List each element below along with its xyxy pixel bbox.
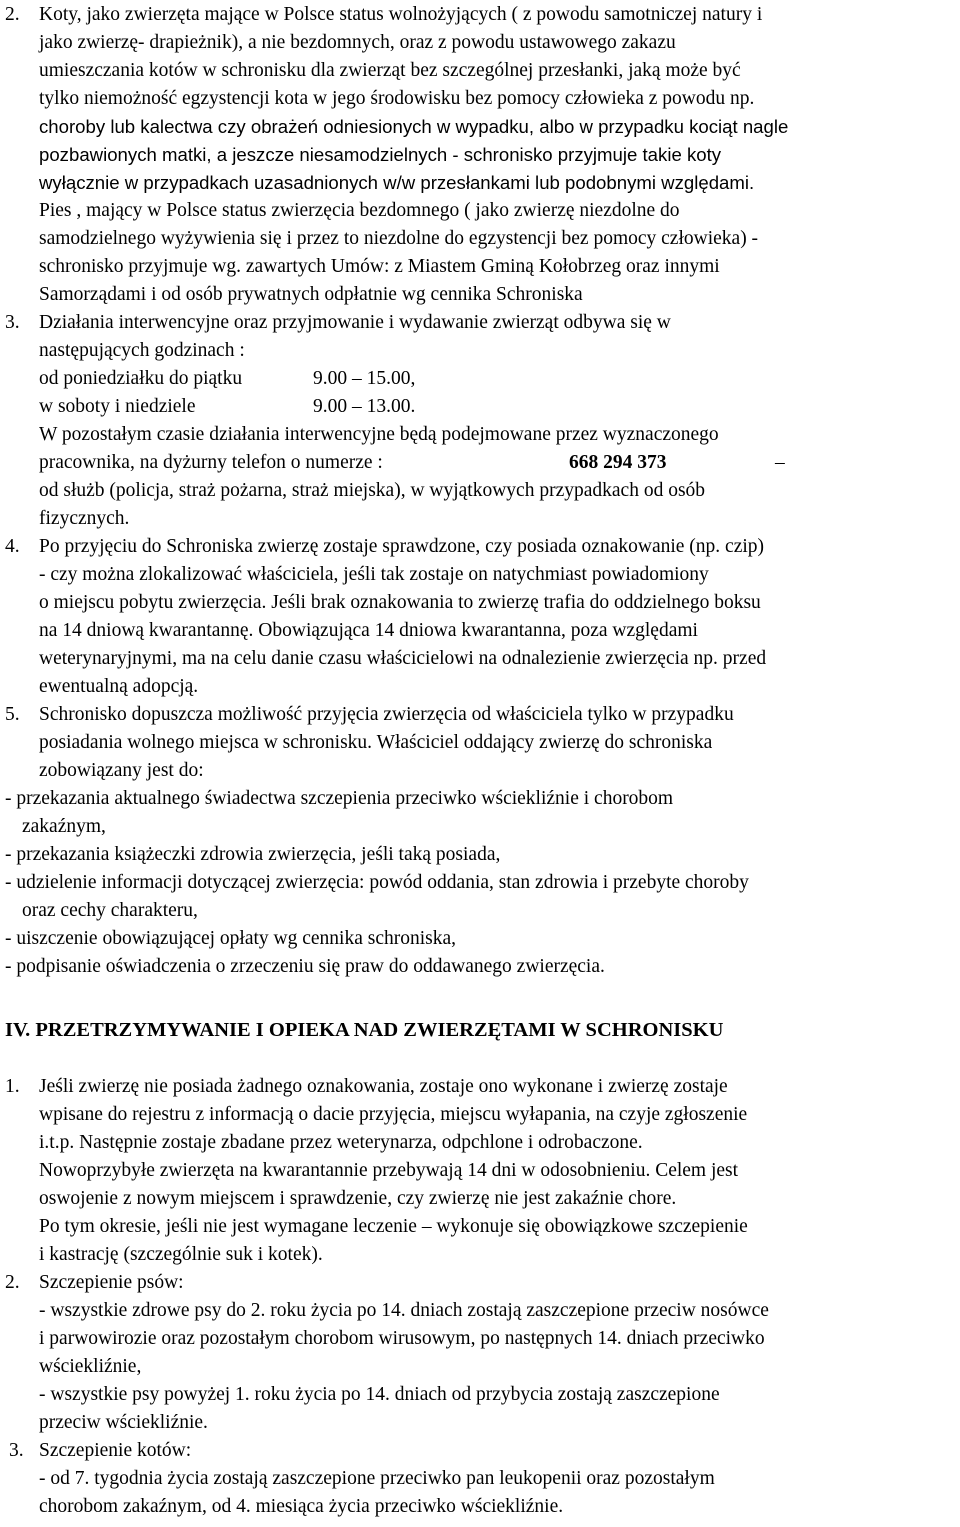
hours-weekdays: [39, 365, 739, 393]
p3-intro-line-1: Działania interwencyjne oraz przyjmowanie i wydawanie zwierząt odbywa się w: [39, 312, 671, 333]
item-number-3: 3.: [5, 312, 20, 333]
s2-line-2: - wszystkie zdrowe psy do 2. roku życia po 14. dniach zostają zaszczepione przeciw nosówce: [39, 1300, 769, 1321]
p4-line-6: ewentualną adopcją.: [39, 676, 199, 697]
bullet-3: - udzielenie informacji dotyczącej zwierzęcia: powód oddania, stan zdrowia i przebyte choroby: [5, 872, 749, 893]
s2-line-5: - wszystkie psy powyżej 1. roku życia po 14. dniach od przybycia zostają zaszczepione: [39, 1384, 720, 1405]
s1-line-4: Nowoprzybyłe zwierzęta na kwarantannie przebywają 14 dni w odosobnieniu. Celem jest: [39, 1160, 739, 1181]
s1-line-2: wpisane do rejestru z informacją o dacie przyjęcia, miejscu wyłapania, na czyje zgłoszenie: [39, 1104, 748, 1125]
hours-weekend-time: 9.00 – 13.00.: [313, 396, 416, 417]
s2-line-3: i parwowirozie oraz pozostałym chorobom wirusowym, po następnych 14. dniach przeciwko: [39, 1328, 765, 1349]
hours-weekend: [39, 393, 739, 421]
p3-rest-line-2: fizycznych.: [39, 508, 130, 529]
p2-line-4: tylko niemożność egzystencji kota w jego środowisku bez pomocy człowieka z powodu np.: [39, 88, 755, 109]
s1-line-6: Po tym okresie, jeśli nie jest wymagane leczenie – wykonuje się obowiązkowe szczepienie: [39, 1216, 748, 1237]
bullet-4: - uiszczenie obowiązującej opłaty wg cennika schroniska,: [5, 928, 457, 949]
p3-rest-line-1: od służb (policja, straż pożarna, straż miejska), w wyjątkowych przypadkach od osób: [39, 480, 706, 501]
p2-line-5: choroby lub kalectwa czy obrażeń odniesionych w wypadku, albo w przypadku kociąt nagle: [39, 116, 789, 137]
phone-row: [39, 449, 839, 477]
p3-duty-line-1: W pozostałym czasie działania interwencyjne będą podejmowane przez wyznaczonego: [39, 424, 719, 445]
p4-line-5: weterynaryjnymi, ma na celu danie czasu właścicielowi na odnalezienie zwierzęcia np. przed: [39, 648, 767, 669]
bullet-2: - przekazania książeczki zdrowia zwierzęcia, jeśli taką posiada,: [5, 844, 501, 865]
item-number-5: 5.: [5, 704, 20, 725]
s3-line-3: chorobom zakaźnym, od 4. miesiąca życia przeciwko wściekliźnie.: [39, 1496, 564, 1517]
p2-line-8: Pies , mający w Polsce status zwierzęcia bezdomnego ( jako zwierzę niezdolne do: [39, 200, 680, 221]
bullet-5: - podpisanie oświadczenia o zrzeczeniu się praw do oddawanego zwierzęcia.: [5, 956, 605, 977]
p5-line-3: zobowiązany jest do:: [39, 760, 204, 781]
phone-dash: –: [775, 452, 785, 473]
p2-line-1: Koty, jako zwierzęta mające w Polsce status wolnożyjących ( z powodu samotniczej natury i: [39, 4, 763, 25]
p2-line-6: pozbawionych matki, a jeszcze niesamodzielnych - schronisko przyjmuje takie koty: [39, 144, 722, 165]
p2-line-9: samodzielnego wyżywienia się i przez to niezdolne do egzystencji bez pomocy człowieka) -: [39, 228, 759, 249]
duty-phone-number: 668 294 373: [569, 452, 667, 473]
p5-line-2: posiadania wolnego miejsca w schronisku. Właściciel oddający zwierzę do schroniska: [39, 732, 713, 753]
p5-line-1: Schronisko dopuszcza możliwość przyjęcia zwierzęcia od właściciela tylko w przypadku: [39, 704, 734, 725]
bullet-1-cont: zakaźnym,: [22, 816, 106, 837]
p4-line-3: o miejscu pobytu zwierzęcia. Jeśli brak oznakowania to zwierzę trafia do oddzielnego boksu: [39, 592, 761, 613]
p4-line-4: na 14 dniową kwarantannę. Obowiązująca 14 dniowa kwarantanna, poza względami: [39, 620, 698, 641]
p2-line-7: wyłącznie w przypadkach uzasadnionych w/w przesłankami lub podobnymi względami.: [39, 172, 755, 193]
s1-line-5: oswojenie z nowym miejscem i sprawdzenie, czy zwierzę nie jest zakaźnie chore.: [39, 1188, 677, 1209]
section-item-number-3: 3.: [9, 1440, 24, 1461]
bullet-1: - przekazania aktualnego świadectwa szczepienia przeciwko wściekliźnie i chorobom: [5, 788, 674, 809]
p3-intro-line-2: następujących godzinach :: [39, 340, 245, 361]
s1-line-1: Jeśli zwierzę nie posiada żadnego oznakowania, zostaje ono wykonane i zwierzę zostaje: [39, 1076, 728, 1097]
s2-line-4: wściekliźnie,: [39, 1356, 142, 1377]
s2-line-1: Szczepienie psów:: [39, 1272, 184, 1293]
p2-line-2: jako zwierzę- drapieżnik), a nie bezdomnych, oraz z powodu ustawowego zakazu: [39, 32, 676, 53]
p2-line-11: Samorządami i od osób prywatnych odpłatnie wg cennika Schroniska: [39, 284, 583, 305]
p3-duty-line-2: pracownika, na dyżurny telefon o numerze :: [39, 452, 383, 473]
hours-weekend-days: w soboty i niedziele: [39, 396, 196, 417]
section-heading: IV. PRZETRZYMYWANIE I OPIEKA NAD ZWIERZĘTAMI W SCHRONISKU: [5, 1019, 724, 1041]
bullet-3-cont: oraz cechy charakteru,: [22, 900, 198, 921]
p4-line-1: Po przyjęciu do Schroniska zwierzę zostaje sprawdzone, czy posiada oznakowanie (np. czip): [39, 536, 765, 557]
hours-weekdays-days: od poniedziałku do piątku: [39, 368, 243, 389]
p2-line-10: schronisko przyjmuje wg. zawartych Umów: z Miastem Gminą Kołobrzeg oraz innymi: [39, 256, 720, 277]
s1-line-3: i.t.p. Następnie zostaje zbadane przez weterynarza, odpchlone i odrobaczone.: [39, 1132, 643, 1153]
s3-line-1: Szczepienie kotów:: [39, 1440, 192, 1461]
p4-line-2: - czy można zlokalizować właściciela, jeśli tak zostaje on natychmiast powiadomiony: [39, 564, 709, 585]
s2-line-6: przeciw wściekliźnie.: [39, 1412, 208, 1433]
item-number-4: 4.: [5, 536, 20, 557]
hours-weekdays-time: 9.00 – 15.00,: [313, 368, 416, 389]
section-item-number-2: 2.: [5, 1272, 20, 1293]
item-number-2: 2.: [5, 4, 20, 25]
section-item-number-1: 1.: [5, 1076, 20, 1097]
p2-line-3: umieszczania kotów w schronisku dla zwierząt bez szczególnej przesłanki, jaką może być: [39, 60, 741, 81]
s3-line-2: - od 7. tygodnia życia zostają zaszczepione przeciwko pan leukopenii oraz pozostałym: [39, 1468, 715, 1489]
s1-line-7: i kastrację (szczególnie suk i kotek).: [39, 1244, 323, 1265]
